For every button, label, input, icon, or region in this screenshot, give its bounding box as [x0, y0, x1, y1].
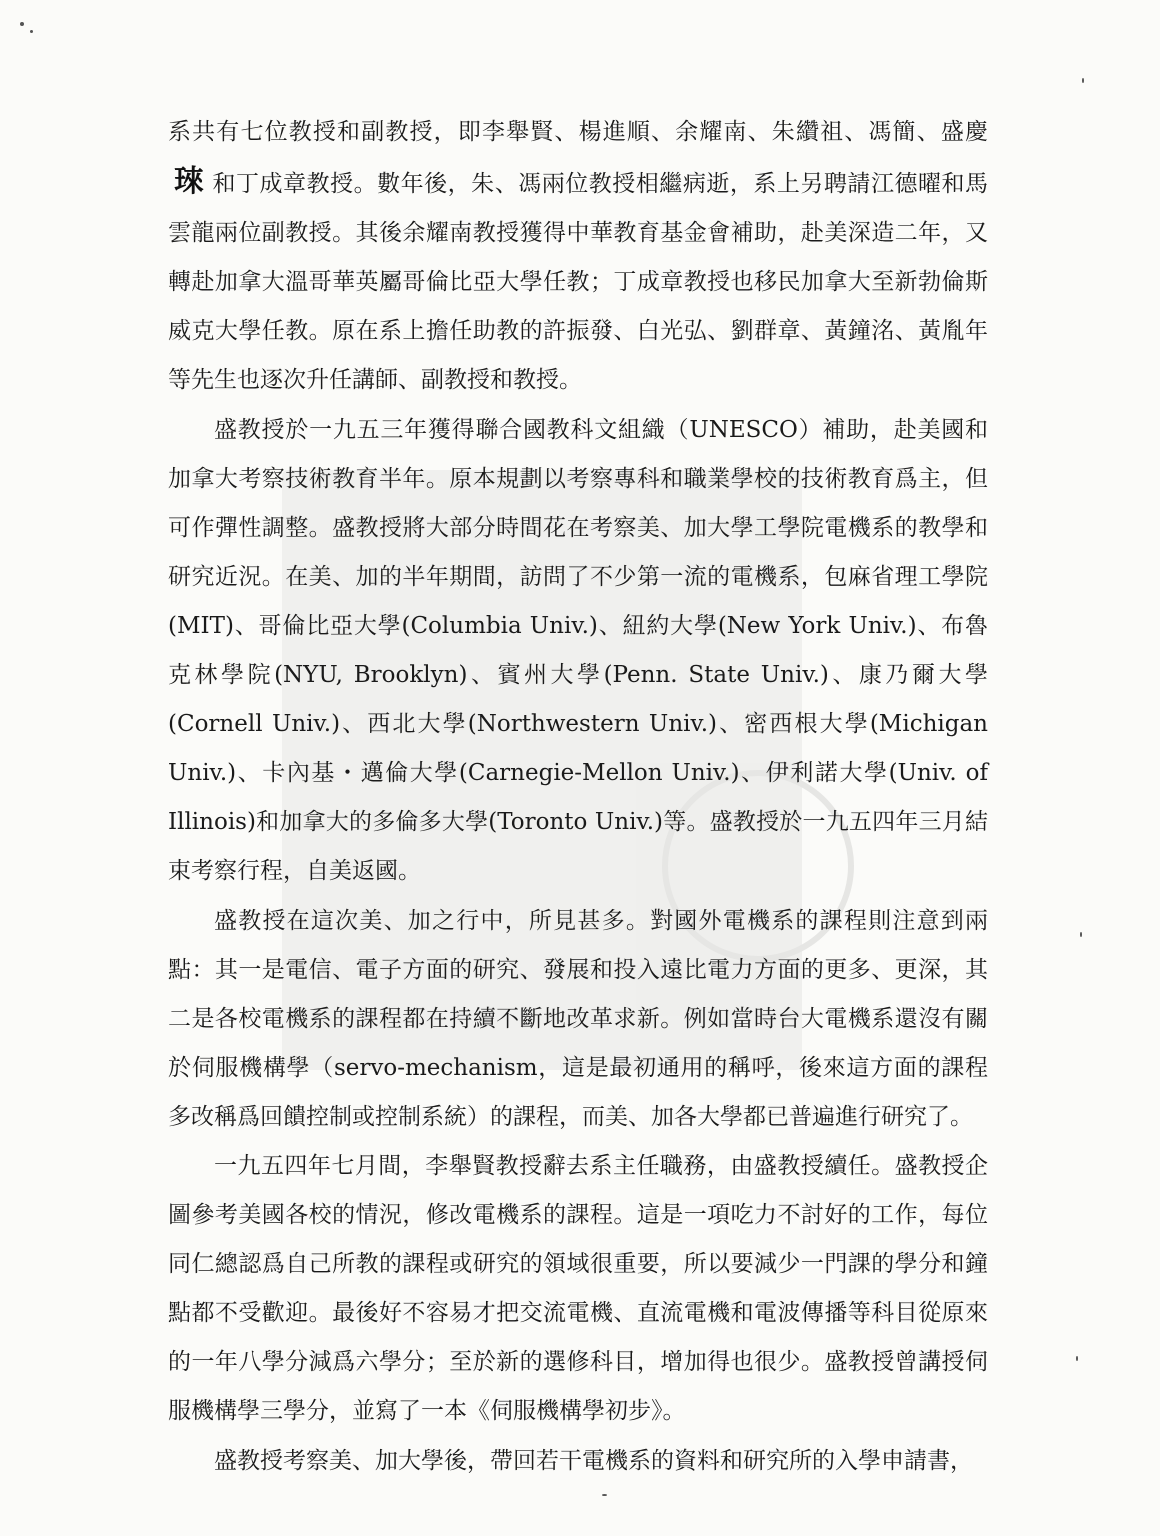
scan-speck — [602, 1494, 607, 1496]
document-body — [168, 108, 988, 1486]
paragraph-4: 一九五四年七月間，李舉賢教授辭去系主任職務，由盛教授續任。盛教授企圖參考美國各校的情況，修改電機系的課程。這是一項吃力不討好的工作，每位同仁總認爲自己所教的課程或研究的領域很重要，所以要減少一門課的學分和鐘點都不受歡迎。最後好不容易才把交流電機、直流電機和電波傳播等科目從原來的一年八學分減爲六學分；至於新的選修科目，增加得也很少。盛教授曾講授伺服機構學三學分，並寫了一本《伺服機構學初步》。 — [168, 1152, 988, 1425]
scan-speck — [30, 30, 33, 33]
paragraph-5: 盛教授考察美、加大學後，帶回若干電機系的資料和研究所的入學申請書， — [214, 1447, 973, 1474]
scan-speck — [1080, 932, 1082, 937]
paragraph-3: 盛教授在這次美、加之行中，所見甚多。對國外電機系的課程則注意到兩點：其一是電信、電子方面的研究、發展和投入遠比電力方面的更多、更深，其二是各校電機系的課程都在持續不斷地改革求新。例如當時台大電機系還沒有關於伺服機構學（servo-mechanism，這是最初通用的稱呼，後來這方面的課程多改稱爲回饋控制或控制系統）的課程，而美、加各大學都已普遍進行研究了。 — [168, 907, 988, 1130]
handwritten-character: 琜 — [174, 164, 207, 200]
scan-speck — [20, 22, 24, 26]
scan-speck — [1082, 78, 1084, 83]
paragraph-1-text-after: 和丁成章教授。數年後，朱、馮兩位教授相繼病逝，系上另聘請江德曜和馬雲龍兩位副教授。其後余耀南教授獲得中華教育基金會補助，赴美深造二年，又轉赴加拿大溫哥華英屬哥倫比亞大學任教；丁成章教授也移民加拿大至新勃倫斯威克大學任教。原在系上擔任助教的許振發、白光弘、劉群章、黃鐘洺、黃胤年等先生也逐次升任講師、副教授和教授。 — [168, 171, 989, 394]
scan-speck — [1076, 1356, 1078, 1361]
paragraph-2: 盛教授於一九五三年獲得聯合國教科文組織（UNESCO）補助，赴美國和加拿大考察技術教育半年。原本規劃以考察專科和職業學校的技術教育爲主，但可作彈性調整。盛教授將大部分時間花在考察美、加大學工學院電機系的教學和研究近況。在美、加的半年期間，訪問了不少第一流的電機系，包麻省理工學院(MIT)、哥倫比亞大學(Columbia Univ.)、紐約大學(New York Univ.)、布魯克林學院(NYU, Brooklyn)、賓州大學(Penn. State Univ.)、康乃爾大學(Cornell Univ.)、西北大學(Northwestern Univ.)、密西根大學(Michigan Univ.)、卡內基・邁倫大學(Carnegie-Mellon Univ.)、伊利諾大學(Univ. of Illinois)和加拿大的多倫多大學(Toronto Univ.)等。盛教授於一九五四年三月結束考察行程，自美返國。 — [168, 416, 988, 885]
paragraph-1 — [168, 108, 988, 406]
paragraph-1-text-before: 系共有七位教授和副教授，即李舉賢、楊進順、余耀南、朱纘祖、馮簡、盛慶 — [168, 119, 988, 145]
